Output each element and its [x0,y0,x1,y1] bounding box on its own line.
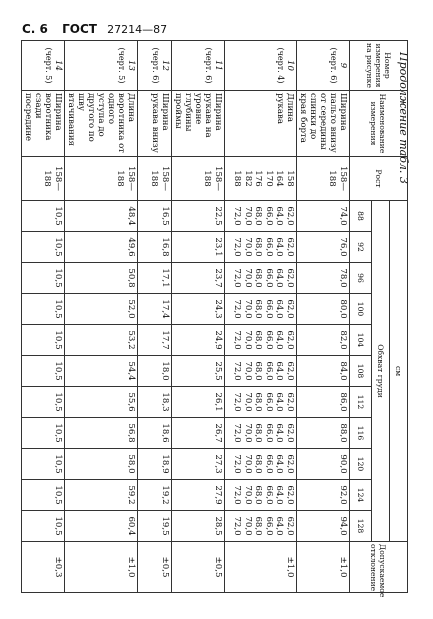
table-row [65,41,138,593]
value-cell [65,294,138,325]
measurement-number: 14 [53,60,63,71]
value: 72,0 [232,392,243,412]
chest-size-header: 128 [350,511,372,542]
measurement-name: Ширина рукава внизу [138,91,172,157]
value-cell [297,511,350,542]
value: 70,0 [243,423,253,443]
value: 64,0 [274,361,285,381]
value: 10,5 [53,454,63,474]
measurement-name: Ширина воротника сзади посредине [22,91,65,157]
header-unit: см [390,201,408,542]
value: 90,0 [338,454,348,474]
value-cell [22,480,65,511]
value-cell [225,294,297,325]
table-row [172,41,225,593]
value: 18,0 [160,361,170,381]
value-cell [65,201,138,232]
value: 64,0 [274,330,285,350]
value: 52,0 [126,299,136,319]
figure-reference: (черт. 5) [117,47,126,84]
value: 66,0 [264,206,274,226]
value-cell [65,232,138,263]
value-cell [22,511,65,542]
value: 72,0 [232,423,243,443]
value: 72,0 [232,361,243,381]
value: 26,1 [213,392,223,412]
value: 24,3 [213,299,223,319]
value: 62,0 [285,268,295,288]
value: 72,0 [232,516,243,536]
value: 70,0 [243,392,253,412]
value: 68,0 [253,268,264,288]
value: 18,6 [160,423,170,443]
value: 64,0 [274,516,285,536]
value: 72,0 [232,454,243,474]
chest-size-header: 100 [350,294,372,325]
value: 64,0 [274,268,285,288]
value: 66,0 [264,268,274,288]
value: 92,0 [338,485,348,505]
value: 70,0 [243,330,253,350]
measurements-table [21,40,408,598]
value: 27,3 [213,454,223,474]
height-value: 158—188 [42,166,63,191]
value: 26,7 [213,423,223,443]
page-number: С. 6 [22,22,48,36]
header-number: Номер измерения на рисунке [350,41,408,91]
header-name: Наименование измерения [350,91,408,157]
value-cell [65,418,138,449]
value: 68,0 [253,423,264,443]
measurement-name: Ширина пальто внизу от середины спинки до края борта [297,91,350,157]
value-cell [65,449,138,480]
value: 88,0 [338,423,348,443]
value: 27,9 [213,485,223,505]
value: 10,5 [53,516,63,536]
value: 64,0 [274,299,285,319]
measurement-number-cell [172,41,225,91]
page-header [22,22,167,36]
value-cell [172,511,225,542]
chest-size-header: 120 [350,449,372,480]
height-value: 164 [274,170,285,187]
value: 62,0 [285,516,295,536]
value: 68,0 [253,330,264,350]
value: 68,0 [253,237,264,257]
value-cell [225,511,297,542]
table-row [225,41,297,593]
value-cell [225,480,297,511]
value: 59,2 [126,485,136,505]
value-cell [65,511,138,542]
value-cell [172,325,225,356]
figure-reference: (черт. 6) [204,47,213,84]
value-cell [297,449,350,480]
value-cell [22,232,65,263]
value: 64,0 [274,206,285,226]
value: 10,5 [53,268,63,288]
value-cell [138,294,172,325]
value: 72,0 [232,237,243,257]
value-cell [138,418,172,449]
value: 22,5 [213,206,223,226]
value-cell [172,263,225,294]
value: 60,4 [126,516,136,536]
value-cell [225,201,297,232]
value-cell [22,387,65,418]
value-cell [138,201,172,232]
value-cell [172,449,225,480]
value: 66,0 [264,516,274,536]
header-chest-group: Обхват груди [372,201,390,542]
value: 66,0 [264,330,274,350]
rotated-table-wrapper [23,40,408,598]
value: 72,0 [232,206,243,226]
value: 68,0 [253,361,264,381]
value-cell [172,480,225,511]
height-cell [138,157,172,201]
value: 10,5 [53,206,63,226]
value-cell [297,294,350,325]
measurement-name: Длина рукава [225,91,297,157]
value: 10,5 [53,330,63,350]
chest-size-header: 104 [350,325,372,356]
value-cell [172,232,225,263]
value-cell [225,232,297,263]
value: 10,5 [53,237,63,257]
value-cell [138,356,172,387]
value-cell [138,263,172,294]
value-cell [65,480,138,511]
value: 68,0 [253,516,264,536]
value: 70,0 [243,206,253,226]
height-cell [172,157,225,201]
value: 68,0 [253,299,264,319]
value: 70,0 [243,485,253,505]
height-value: 158—188 [115,166,136,191]
height-value: 158—188 [202,166,223,191]
value-cell [22,294,65,325]
value-cell [225,387,297,418]
value: 62,0 [285,392,295,412]
value: 17,4 [160,299,170,319]
measurement-number-cell [22,41,65,91]
measurement-number-cell [225,41,297,91]
measurement-number: 12 [160,60,170,71]
height-cell [297,157,350,201]
value: 16,5 [160,206,170,226]
value: 56,8 [126,423,136,443]
value-cell [297,480,350,511]
value-cell [225,263,297,294]
value: 82,0 [338,330,348,350]
value-cell [138,387,172,418]
measurement-number-cell [297,41,350,91]
chest-size-header: 116 [350,418,372,449]
value: 10,5 [53,299,63,319]
value-cell [22,418,65,449]
table-body [22,41,350,593]
value: 64,0 [274,423,285,443]
value: 76,0 [338,237,348,257]
tolerance-value: ±1,0 [297,542,350,593]
measurement-number-cell [138,41,172,91]
figure-reference: (черт. 4) [276,47,285,84]
value: 55,6 [126,392,136,412]
value-cell [172,201,225,232]
value: 19,2 [160,485,170,505]
value-cell [22,449,65,480]
value: 68,0 [253,485,264,505]
value: 72,0 [232,268,243,288]
value: 68,0 [253,206,264,226]
value: 66,0 [264,485,274,505]
value-cell [65,356,138,387]
value-cell [22,201,65,232]
value: 62,0 [285,206,295,226]
value: 25,5 [213,361,223,381]
value-cell [65,325,138,356]
value: 10,5 [53,361,63,381]
measurement-name: Длина воротника от одного уступа до другого по шву втачивания [65,91,138,157]
height-cell [225,157,297,201]
value-cell [172,387,225,418]
standard-label: ГОСТ [62,22,97,36]
value: 24,9 [213,330,223,350]
chest-size-header: 88 [350,201,372,232]
measurement-number: 10 [285,60,295,71]
value: 66,0 [264,299,274,319]
value: 72,0 [232,299,243,319]
value-cell [172,356,225,387]
value: 70,0 [243,237,253,257]
value-cell [172,294,225,325]
value: 68,0 [253,454,264,474]
value: 64,0 [274,392,285,412]
standard-number: 27214—87 [107,23,168,36]
value-cell [297,232,350,263]
chest-size-header: 124 [350,480,372,511]
value: 74,0 [338,206,348,226]
chest-size-header: 112 [350,387,372,418]
height-value: 176 [253,170,264,187]
value: 62,0 [285,330,295,350]
value: 48,4 [126,206,136,226]
value: 62,0 [285,423,295,443]
value-cell [22,263,65,294]
value: 70,0 [243,361,253,381]
value-cell [22,325,65,356]
value: 64,0 [274,237,285,257]
height-value: 188 [232,170,243,187]
value-cell [138,325,172,356]
value: 17,1 [160,268,170,288]
measurement-number: 9 [338,62,348,69]
value: 28,5 [213,516,223,536]
value-cell [297,418,350,449]
value: 62,0 [285,454,295,474]
value: 19,5 [160,516,170,536]
chest-size-header: 96 [350,263,372,294]
value: 10,5 [53,423,63,443]
value: 17,7 [160,330,170,350]
value: 66,0 [264,392,274,412]
value: 18,9 [160,454,170,474]
value: 70,0 [243,268,253,288]
value-cell [297,387,350,418]
value: 62,0 [285,361,295,381]
value: 23,1 [213,237,223,257]
height-value: 170 [264,170,274,187]
value: 58,0 [126,454,136,474]
value-cell [138,480,172,511]
value: 94,0 [338,516,348,536]
figure-reference: (черт. 6) [329,47,338,84]
table-row [22,41,65,593]
value: 62,0 [285,237,295,257]
height-value: 158—188 [327,166,348,191]
value: 86,0 [338,392,348,412]
value: 72,0 [232,485,243,505]
height-value: 182 [243,170,253,187]
value-cell [22,356,65,387]
header-height: Рост [350,157,408,201]
tolerance-value: ±0,3 [22,542,65,593]
value-cell [138,449,172,480]
tolerance-value: ±1,0 [65,542,138,593]
value: 53,2 [126,330,136,350]
value: 10,5 [53,392,63,412]
chest-size-header: 92 [350,232,372,263]
figure-reference: (черт. 5) [44,47,53,84]
height-value: 158 [285,170,295,187]
height-cell [22,157,65,201]
value-cell [172,418,225,449]
value: 62,0 [285,299,295,319]
value: 66,0 [264,361,274,381]
value-cell [297,325,350,356]
value: 66,0 [264,237,274,257]
value-cell [225,418,297,449]
value: 70,0 [243,516,253,536]
value-cell [225,449,297,480]
height-value: 158—188 [149,166,170,191]
tolerance-value: ±1,0 [225,542,297,593]
value-cell [65,263,138,294]
value: 49,6 [126,237,136,257]
measurement-number: 13 [126,60,136,71]
value-cell [297,201,350,232]
value: 64,0 [274,485,285,505]
height-cell [65,157,138,201]
value-cell [225,325,297,356]
tolerance-value: ±0,5 [172,542,225,593]
measurement-name: Ширина рукава на уровне глубины проймы [172,91,225,157]
value-cell [138,232,172,263]
chest-size-header: 108 [350,356,372,387]
value: 66,0 [264,423,274,443]
value-cell [297,263,350,294]
value: 64,0 [274,454,285,474]
value: 10,5 [53,485,63,505]
value: 72,0 [232,330,243,350]
value: 54,4 [126,361,136,381]
value: 80,0 [338,299,348,319]
tolerance-value: ±0,5 [138,542,172,593]
table-row [138,41,172,593]
header-tolerance: Допускаемое отклонение [350,542,408,593]
value: 66,0 [264,454,274,474]
value: 18,3 [160,392,170,412]
value-cell [225,356,297,387]
value: 68,0 [253,392,264,412]
value: 70,0 [243,454,253,474]
value: 70,0 [243,299,253,319]
value: 62,0 [285,485,295,505]
measurement-number: 11 [213,60,223,71]
table-row [297,41,350,593]
value: 50,8 [126,268,136,288]
value: 84,0 [338,361,348,381]
value: 16,8 [160,237,170,257]
value-cell [138,511,172,542]
value: 78,0 [338,268,348,288]
continuation-label: Продолжение табл. 3 [397,52,410,184]
figure-reference: (черт. 6) [151,47,160,84]
value-cell [65,387,138,418]
value: 23,7 [213,268,223,288]
value-cell [297,356,350,387]
measurement-number-cell [65,41,138,91]
